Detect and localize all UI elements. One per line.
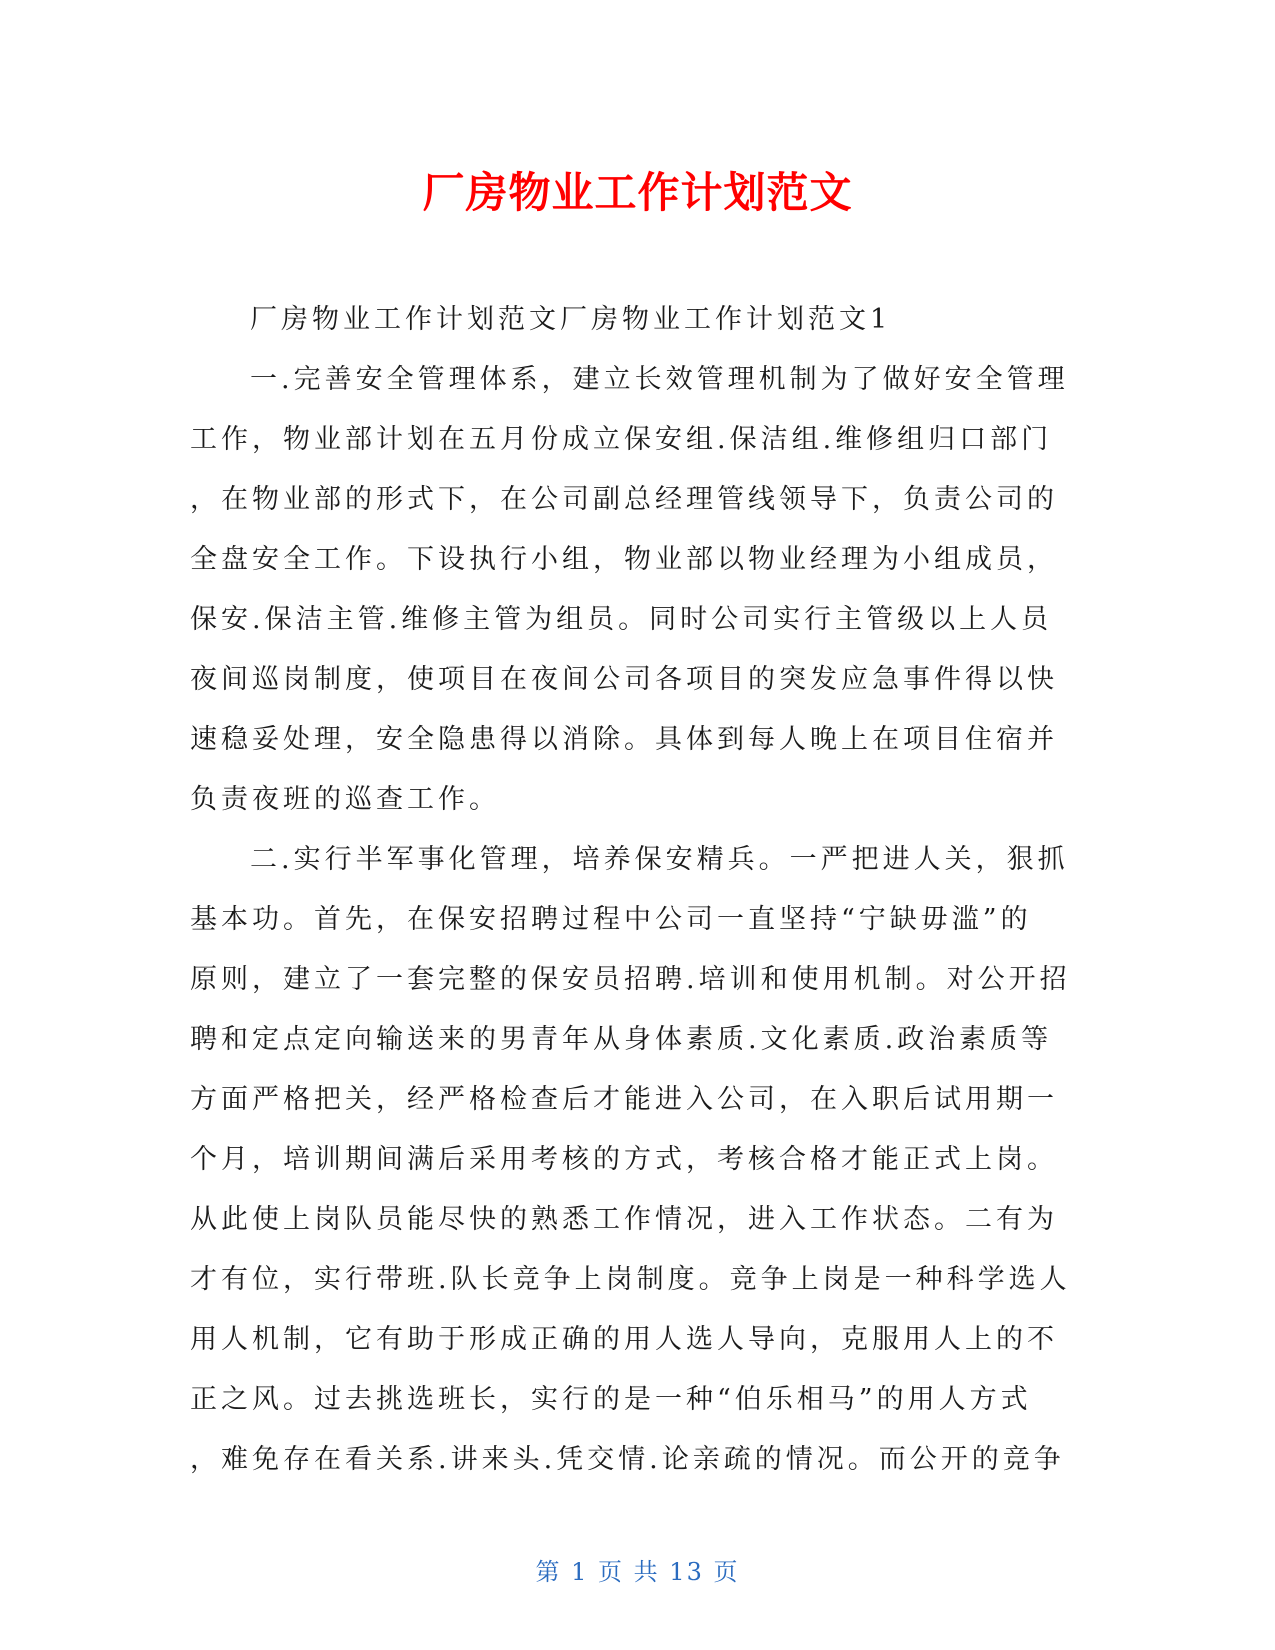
body-line: 个月，培训期间满后采用考核的方式，考核合格才能正式上岗。 [190, 1144, 1058, 1175]
body-line: 负责夜班的巡查工作。 [190, 784, 500, 815]
body-line: ，难免存在看关系.讲来头.凭交情.论亲疏的情况。而公开的竞争 [190, 1444, 1065, 1475]
body-line: 聘和定点定向输送来的男青年从身体素质.文化素质.政治素质等 [190, 1024, 1053, 1055]
body-line: 一.完善安全管理体系，建立长效管理机制为了做好安全管理 [250, 364, 1069, 395]
body-line: 夜间巡岗制度，使项目在夜间公司各项目的突发应急事件得以快 [190, 664, 1058, 695]
body-line: 厂房物业工作计划范文厂房物业工作计划范文1 [250, 304, 892, 335]
document-body [190, 290, 1085, 1490]
body-line: ，在物业部的形式下，在公司副总经理管线领导下，负责公司的 [190, 484, 1058, 515]
body-line: 方面严格把关，经严格检查后才能进入公司，在入职后试用期一 [190, 1084, 1058, 1115]
page-number-footer: 第 1 页 共 13 页 [535, 1558, 740, 1586]
body-line: 二.实行半军事化管理，培养保安精兵。一严把进人关，狠抓 [250, 844, 1069, 875]
body-line: 从此使上岗队员能尽快的熟悉工作情况，进入工作状态。二有为 [190, 1204, 1058, 1235]
body-line: 工作，物业部计划在五月份成立保安组.保洁组.维修组归口部门 [190, 424, 1053, 455]
body-line: 基本功。首先，在保安招聘过程中公司一直坚持“宁缺毋滥”的 [190, 904, 1032, 935]
body-line: 全盘安全工作。下设执行小组，物业部以物业经理为小组成员， [190, 544, 1058, 575]
body-line: 才有位，实行带班.队长竞争上岗制度。竞争上岗是一种科学选人 [190, 1264, 1071, 1295]
document-title: 厂房物业工作计划范文 [422, 168, 853, 217]
body-line: 用人机制，它有助于形成正确的用人选人导向，克服用人上的不 [190, 1324, 1058, 1355]
body-line: 正之风。过去挑选班长，实行的是一种“伯乐相马”的用人方式 [190, 1384, 1032, 1415]
body-line: 速稳妥处理，安全隐患得以消除。具体到每人晚上在项目住宿并 [190, 724, 1058, 755]
body-line: 保安.保洁主管.维修主管为组员。同时公司实行主管级以上人员 [190, 604, 1053, 635]
body-line: 原则，建立了一套完整的保安员招聘.培训和使用机制。对公开招 [190, 964, 1071, 995]
